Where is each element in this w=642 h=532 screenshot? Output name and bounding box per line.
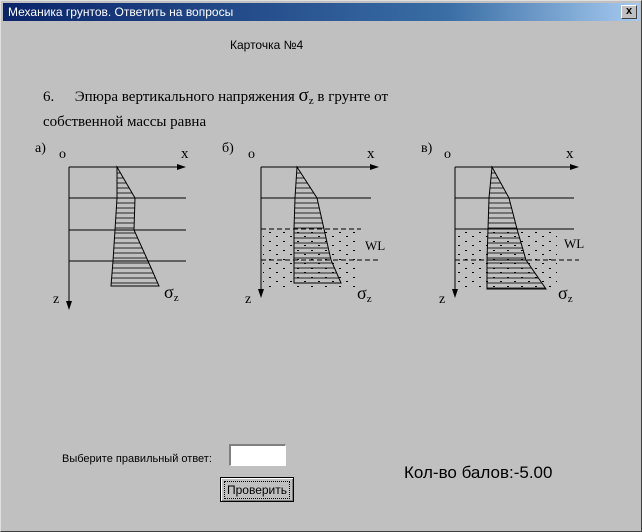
diagram-b-origin: o bbox=[248, 147, 255, 162]
diagram-b[interactable] bbox=[222, 141, 385, 307]
score-display: Кол-во балов:-5.00 bbox=[404, 463, 553, 482]
diagram-a[interactable] bbox=[35, 141, 189, 310]
question-number: 6. bbox=[43, 89, 55, 105]
diagram-v-sigma: σz bbox=[558, 283, 573, 305]
diagram-b-water-level: WL bbox=[365, 238, 386, 253]
diagram-b-label: б) bbox=[222, 141, 234, 156]
card-title: Карточка №4 bbox=[230, 38, 304, 52]
diagram-a-z-label: z bbox=[53, 292, 60, 307]
stress-diagrams bbox=[1, 131, 642, 321]
diagram-b-z-label: z bbox=[245, 292, 252, 307]
sigma-symbol: σ bbox=[298, 85, 309, 106]
diagram-v-x-label: x bbox=[566, 146, 574, 162]
question-text-before: Эпюра вертикального напряжения bbox=[74, 89, 295, 105]
diagram-b-x-label: x bbox=[367, 146, 375, 162]
diagram-a-origin: o bbox=[59, 147, 66, 162]
check-button[interactable] bbox=[220, 477, 294, 502]
question-text-after: в грунте от bbox=[317, 89, 389, 105]
answer-label: Выберите правильный ответ: bbox=[62, 453, 212, 465]
sigma-subscript: z bbox=[308, 95, 314, 107]
close-button[interactable]: x bbox=[621, 5, 637, 19]
diagram-v-water-level: WL bbox=[564, 236, 585, 251]
diagram-v-origin: o bbox=[444, 147, 451, 162]
diagram-a-x-label: x bbox=[181, 146, 189, 162]
question-text bbox=[43, 85, 463, 133]
diagram-v-z-label: z bbox=[439, 292, 446, 307]
check-button-label: Проверить bbox=[224, 481, 290, 499]
window-title: Механика грунтов. Ответить на вопросы bbox=[8, 5, 234, 19]
diagram-a-label: а) bbox=[35, 141, 46, 156]
diagram-a-sigma: σz bbox=[164, 282, 179, 304]
diagram-v[interactable] bbox=[421, 141, 584, 307]
title-bar[interactable] bbox=[3, 3, 639, 21]
question-line-2: собственной массы равна bbox=[43, 114, 207, 130]
answer-input[interactable] bbox=[229, 444, 286, 466]
diagram-v-label: в) bbox=[421, 141, 433, 156]
diagram-b-sigma: σz bbox=[357, 283, 372, 305]
